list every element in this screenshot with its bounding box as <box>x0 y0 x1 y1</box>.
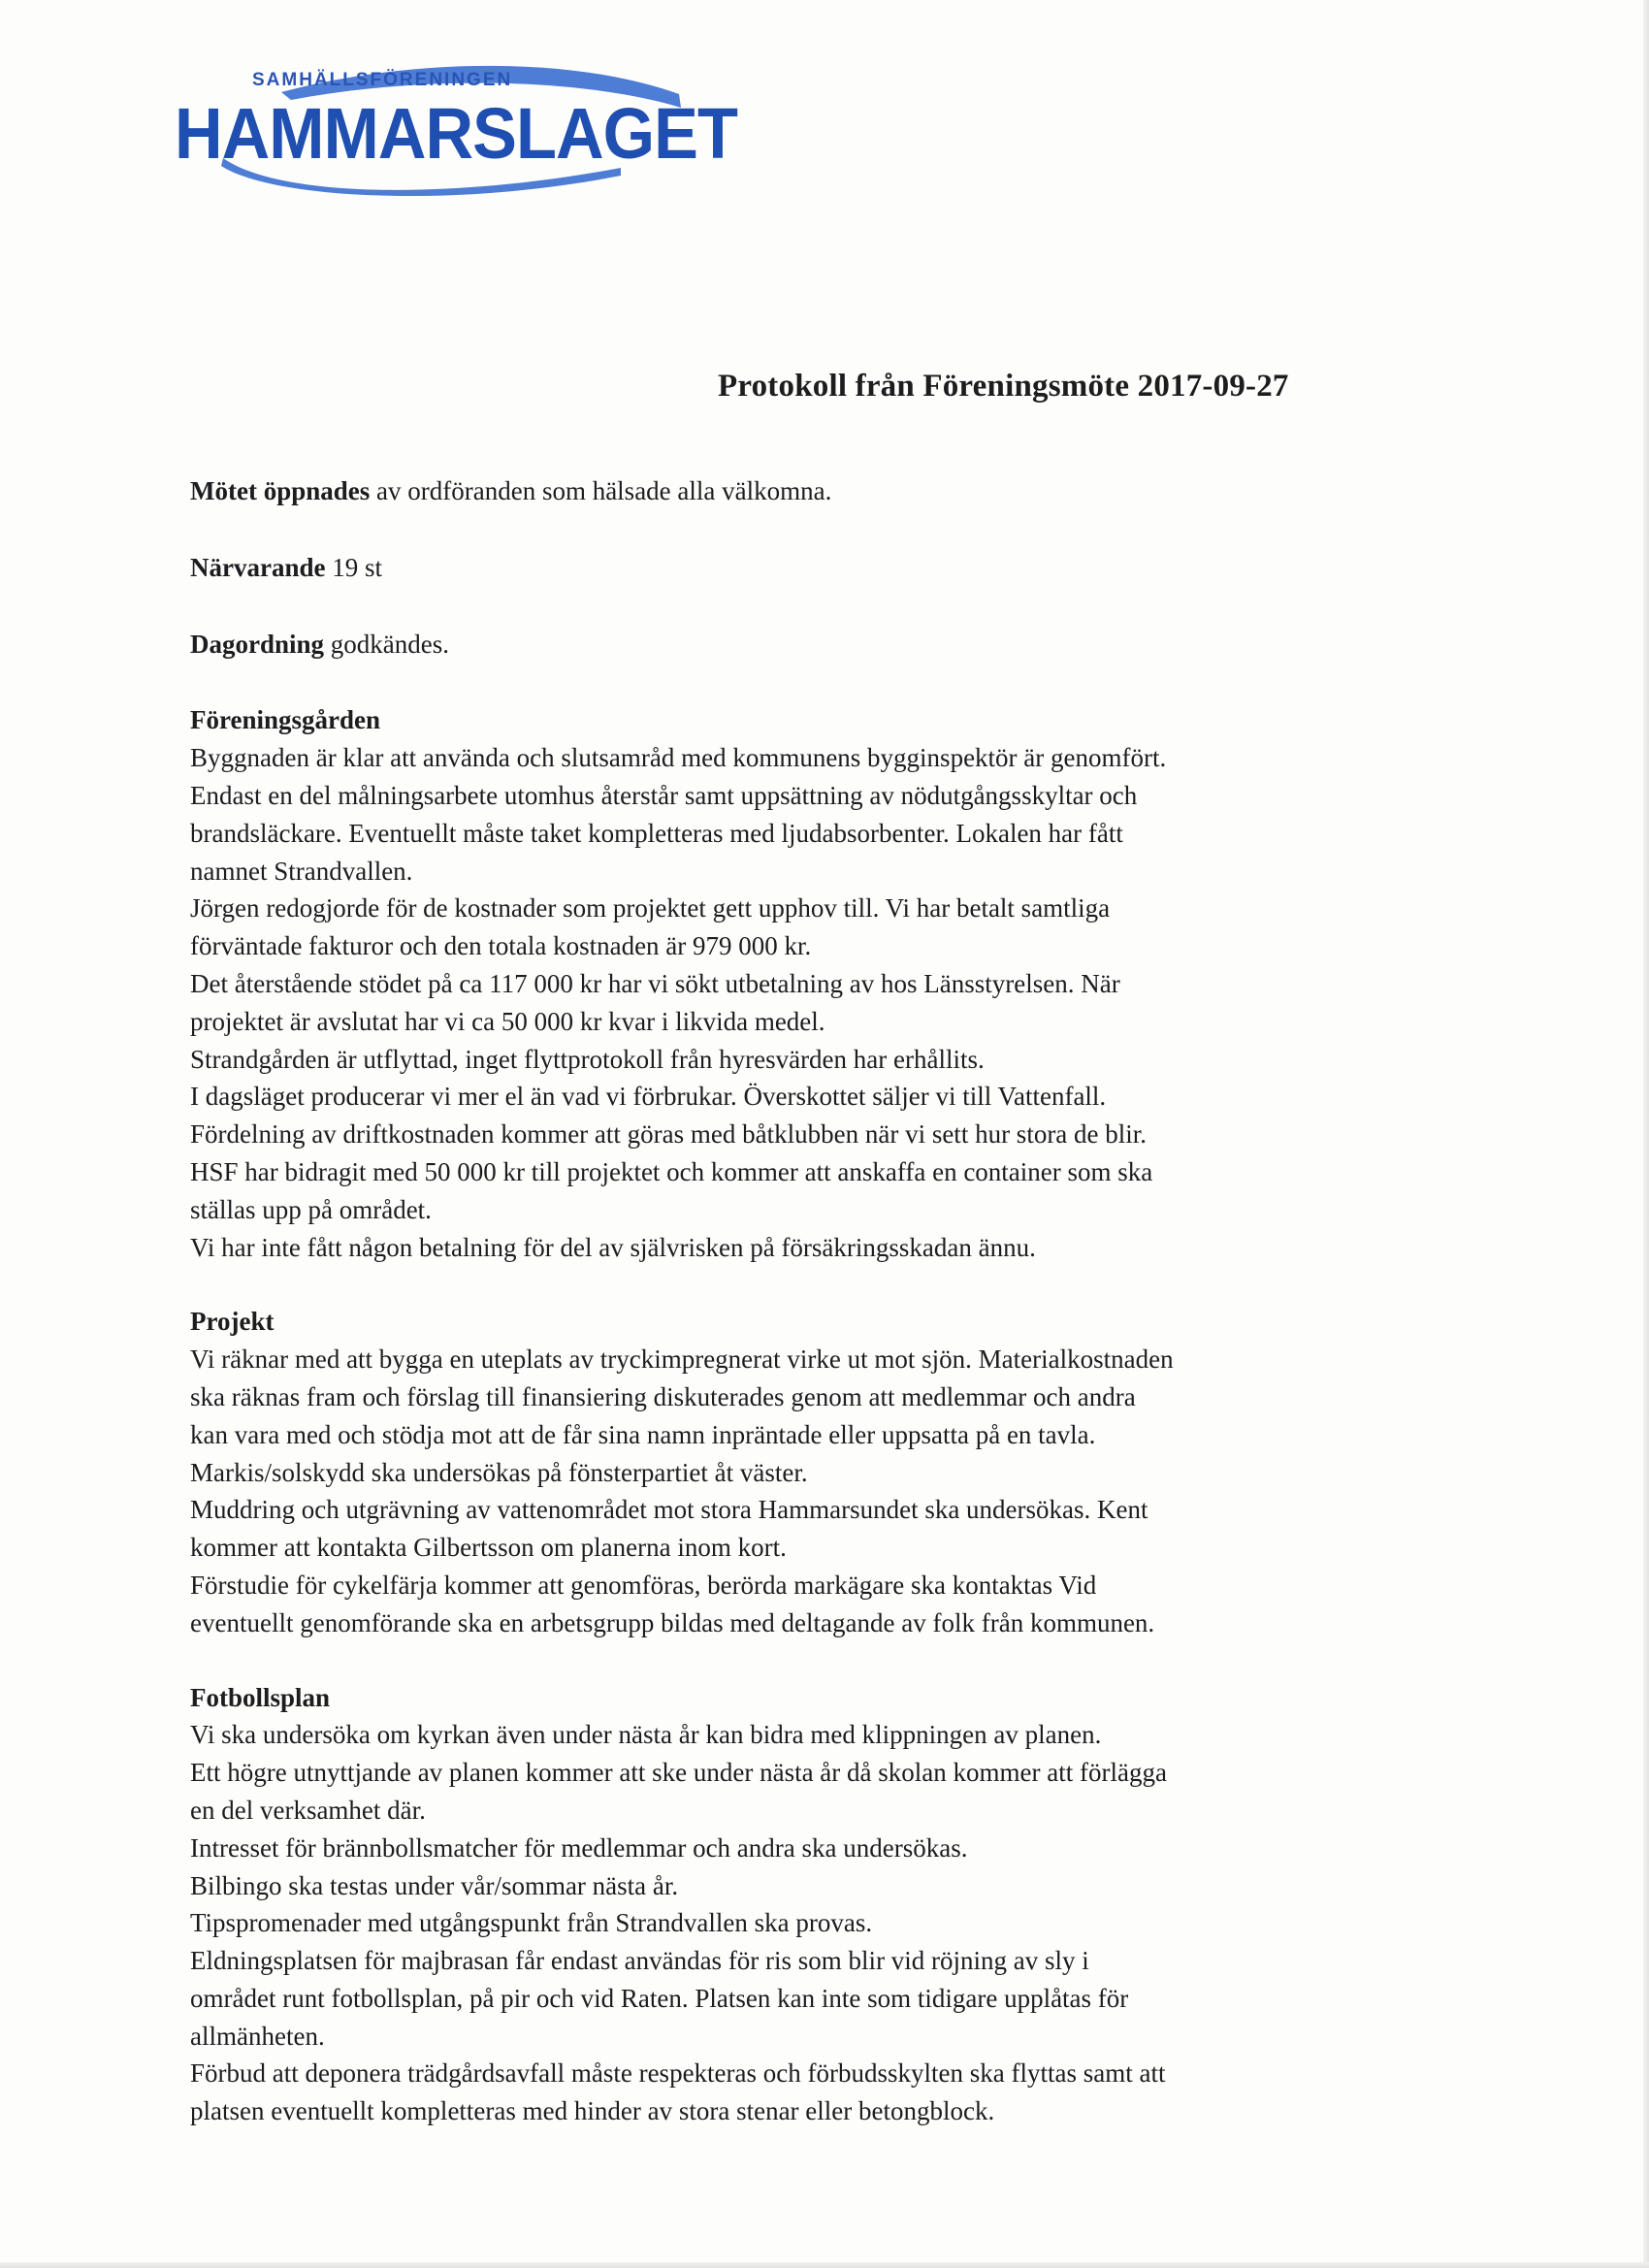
section-projekt <box>190 1303 1451 1641</box>
section-heading: Projekt <box>190 1307 275 1337</box>
paragraph-line: Tipspromenader med utgångspunkt från Strandvallen ska provas. <box>190 1908 873 1938</box>
paragraph-line: Jörgen redogjorde för de kostnader som projektet gett upphov till. Vi har betalt samtliga <box>190 893 1111 923</box>
paragraph-line: Fördelning av driftkostnaden kommer att göras med båtklubben när vi sett hur stora de blir. <box>190 1119 1148 1150</box>
section-foreningsgarden <box>190 701 1451 1266</box>
paragraph-line: Muddring och utgrävning av vattenområdet mot stora Hammarsundet ska undersökas. Kent <box>190 1495 1148 1525</box>
intro-text: godkändes. <box>324 629 450 659</box>
intro-agenda <box>190 626 1451 664</box>
paragraph-line: Byggnaden är klar att använda och slutsamråd med kommunens bygginspektör är genomfört. <box>190 743 1167 773</box>
paragraph-line: Ett högre utnyttjande av planen kommer att ske under nästa år då skolan kommer att förlägga <box>190 1758 1167 1788</box>
logo-graphic <box>165 53 766 199</box>
document-body <box>190 472 1451 2167</box>
paragraph-line: en del verksamhet där. <box>190 1795 426 1825</box>
document-title: Protokoll från Föreningsmöte 2017-09-27 <box>718 369 1289 404</box>
paragraph-line: ska räknas fram och förslag till finansiering diskuterades genom att medlemmar och andra <box>190 1381 1136 1411</box>
intro-label: Närvarande <box>190 552 326 582</box>
paragraph-line: platsen eventuellt kompletteras med hinder av stora stenar eller betongblock. <box>190 2096 995 2126</box>
paragraph-line: området runt fotbollsplan, på pir och vid Raten. Platsen kan inte som tidigare upplåtas för <box>190 1983 1129 2013</box>
paragraph-line: projektet är avslutat har vi ca 50 000 kr kvar i likvida medel. <box>190 1006 825 1036</box>
paragraph-line: Strandgården är utflyttad, inget flyttprotokoll från hyresvärden har erhållits. <box>190 1044 985 1074</box>
hammarslaget-logo <box>165 53 766 199</box>
paragraph-line: allmänheten. <box>190 2021 325 2051</box>
section-fotbollsplan <box>190 1679 1451 2131</box>
intro-attendance <box>190 549 1451 587</box>
paragraph-line: Intresset för brännbollsmatcher för medlemmar och andra ska undersökas. <box>190 1832 968 1863</box>
paragraph-line: Vi har inte fått någon betalning för del av självrisken på försäkringsskadan ännu. <box>190 1232 1036 1262</box>
logo-subtitle: SAMHÄLLSFÖRENINGEN <box>252 70 513 90</box>
paragraph-line: brandsläckare. Eventuellt måste taket kompletteras med ljudabsorbenter. Lokalen har fått <box>190 818 1123 848</box>
paragraph-line: Det återstående stödet på ca 117 000 kr har vi sökt utbetalning av hos Länsstyrelsen. När <box>190 968 1120 998</box>
paragraph-line: HSF har bidragit med 50 000 kr till projektet och kommer att anskaffa en container som ska <box>190 1156 1153 1186</box>
paragraph-line: Endast en del målningsarbete utomhus återstår samt uppsättning av nödutgångsskyltar och <box>190 780 1138 810</box>
scan-edge-bottom <box>0 2262 1649 2268</box>
section-heading: Föreningsgården <box>190 705 381 735</box>
paragraph-line: Vi räknar med att bygga en uteplats av tryckimpregnerat virke ut mot sjön. Materialkostnaden <box>190 1345 1174 1375</box>
paragraph-line: förväntade fakturor och den totala kostnaden är 979 000 kr. <box>190 931 812 961</box>
intro-text: 19 st <box>325 552 382 582</box>
paragraph-line: ställas upp på området. <box>190 1194 432 1224</box>
intro-label: Dagordning <box>190 629 325 659</box>
paragraph-line: kan vara med och stödja mot att de får sina namn inpräntade eller uppsatta på en tavla. <box>190 1419 1096 1449</box>
paragraph-line: I dagsläget producerar vi mer el än vad vi förbrukar. Överskottet säljer vi till Vattenfall. <box>190 1082 1107 1112</box>
paragraph-line: eventuellt genomförande ska en arbetsgrupp bildas med deltagande av folk från kommunen. <box>190 1607 1155 1637</box>
intro-label: Mötet öppnades <box>190 476 371 505</box>
intro-opening <box>190 472 1451 510</box>
scan-edge-right <box>1643 0 1649 2268</box>
paragraph-line: Bilbingo ska testas under vår/sommar nästa år. <box>190 1870 679 1900</box>
paragraph-line: Markis/solskydd ska undersökas på fönsterpartiet åt väster. <box>190 1457 808 1487</box>
paragraph-line: Eldningsplatsen för majbrasan får endast användas för ris som blir vid röjning av sly i <box>190 1946 1089 1976</box>
logo-name: HAMMARSLAGET <box>175 93 738 174</box>
paragraph-line: namnet Strandvallen. <box>190 856 413 886</box>
intro-text: av ordföranden som hälsade alla välkomna. <box>370 476 832 505</box>
paragraph-line: kommer att kontakta Gilbertsson om planerna inom kort. <box>190 1533 787 1563</box>
paragraph-line: Vi ska undersöka om kyrkan även under nästa år kan bidra med klippningen av planen. <box>190 1720 1102 1750</box>
paragraph-line: Förbud att deponera trädgårdsavfall måste respekteras och förbudsskylten ska flyttas samt att <box>190 2058 1166 2089</box>
paragraph-line: Förstudie för cykelfärja kommer att genomföras, berörda markägare ska kontaktas Vid <box>190 1570 1097 1600</box>
section-heading: Fotbollsplan <box>190 1682 331 1712</box>
